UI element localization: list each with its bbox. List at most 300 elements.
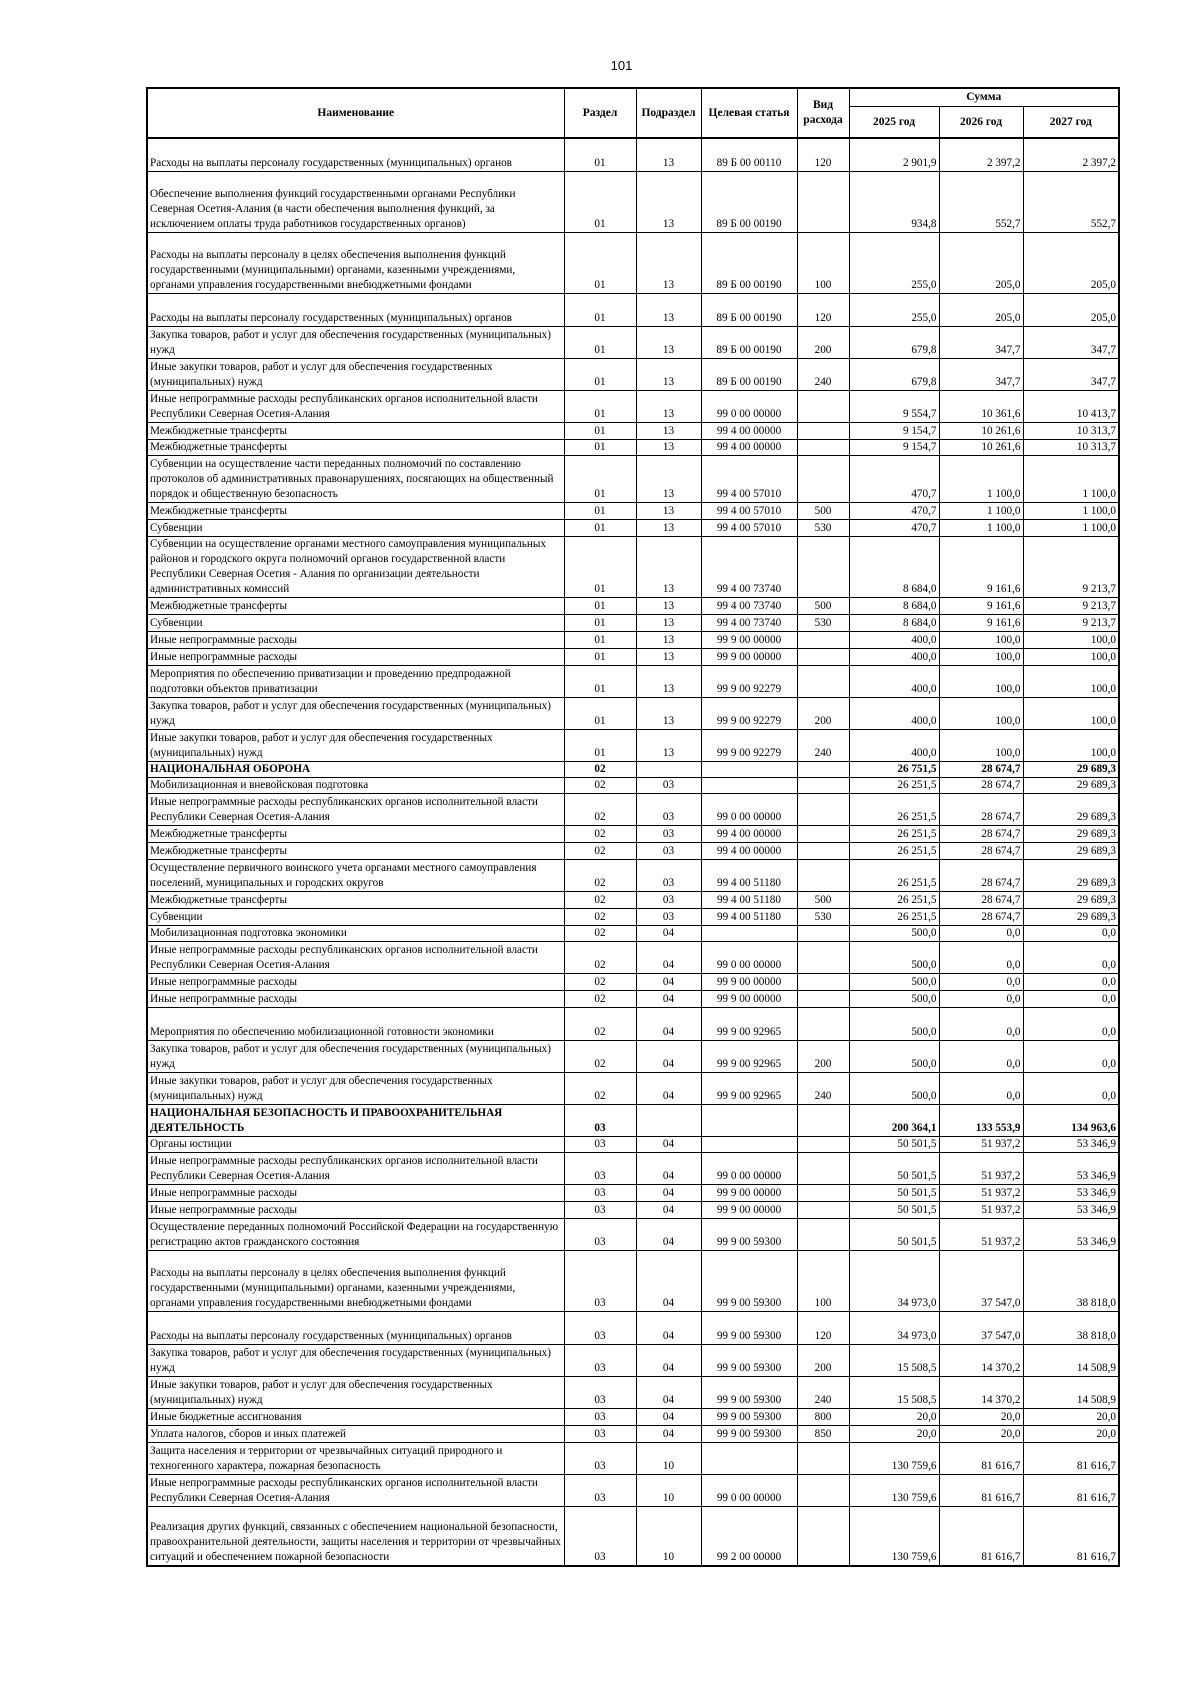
row-value-2026: 100,0 <box>939 649 1023 666</box>
row-section: 03 <box>564 1426 636 1443</box>
row-value-2026: 51 937,2 <box>939 1185 1023 1202</box>
row-section: 02 <box>564 1008 636 1041</box>
row-value-2025: 500,0 <box>849 974 939 991</box>
row-subsection: 03 <box>636 909 701 926</box>
table-row <box>147 926 1119 942</box>
table-row <box>147 762 1119 778</box>
row-expense-type: 200 <box>797 1041 849 1073</box>
row-section: 02 <box>564 909 636 926</box>
table-row <box>147 1377 1119 1409</box>
row-subsection: 04 <box>636 1008 701 1041</box>
row-value-2026: 51 937,2 <box>939 1137 1023 1153</box>
row-expense-type <box>797 1475 849 1507</box>
row-section: 02 <box>564 942 636 974</box>
row-target: 99 9 00 00000 <box>701 1202 797 1219</box>
row-section: 03 <box>564 1345 636 1377</box>
table-row <box>147 730 1119 762</box>
row-section: 02 <box>564 794 636 826</box>
row-expense-type: 850 <box>797 1426 849 1443</box>
row-value-2025: 26 251,5 <box>849 778 939 794</box>
row-expense-type <box>797 1202 849 1219</box>
row-value-2026: 552,7 <box>939 172 1023 233</box>
row-section: 03 <box>564 1507 636 1567</box>
row-value-2027: 0,0 <box>1023 926 1119 942</box>
row-section: 01 <box>564 359 636 391</box>
row-subsection: 10 <box>636 1475 701 1507</box>
row-expense-type: 200 <box>797 698 849 730</box>
row-subsection: 13 <box>636 503 701 520</box>
row-target: 99 9 00 92279 <box>701 666 797 698</box>
table-row <box>147 456 1119 503</box>
row-name: Расходы на выплаты персоналу государственных (муниципальных) органов <box>147 1312 564 1345</box>
row-target <box>701 926 797 942</box>
row-value-2026: 81 616,7 <box>939 1443 1023 1475</box>
row-subsection: 10 <box>636 1507 701 1567</box>
row-value-2027: 100,0 <box>1023 632 1119 649</box>
row-subsection: 04 <box>636 1185 701 1202</box>
table-row <box>147 598 1119 615</box>
row-target: 99 9 00 92965 <box>701 1073 797 1105</box>
row-section: 03 <box>564 1153 636 1185</box>
row-value-2027: 9 213,7 <box>1023 537 1119 598</box>
table-row <box>147 1185 1119 1202</box>
row-section: 03 <box>564 1409 636 1426</box>
row-target: 99 4 00 00000 <box>701 826 797 843</box>
row-value-2026: 20,0 <box>939 1409 1023 1426</box>
row-expense-type <box>797 1219 849 1251</box>
row-subsection: 13 <box>636 440 701 456</box>
row-value-2026: 100,0 <box>939 730 1023 762</box>
table-header <box>147 88 1119 138</box>
table-row <box>147 1153 1119 1185</box>
table-row <box>147 1105 1119 1137</box>
row-name: Осуществление переданных полномочий Российской Федерации на государственную регистрацию актов гражданского состояния <box>147 1219 564 1251</box>
table-row <box>147 172 1119 233</box>
row-value-2026: 14 370,2 <box>939 1377 1023 1409</box>
row-value-2026: 205,0 <box>939 294 1023 327</box>
row-name: Мероприятия по обеспечению мобилизационной готовности экономики <box>147 1008 564 1041</box>
row-expense-type: 200 <box>797 327 849 359</box>
table-row <box>147 1409 1119 1426</box>
row-expense-type: 120 <box>797 294 849 327</box>
row-subsection: 13 <box>636 391 701 423</box>
row-subsection: 04 <box>636 1219 701 1251</box>
table-row <box>147 860 1119 892</box>
row-target <box>701 1137 797 1153</box>
row-name: Иные закупки товаров, работ и услуг для обеспечения государственных (муниципальных) нужд <box>147 730 564 762</box>
row-value-2025: 934,8 <box>849 172 939 233</box>
row-value-2025: 50 501,5 <box>849 1137 939 1153</box>
row-name: Субвенции на осуществление части переданных полномочий по составлению протоколов об административных правонарушениях, посягающих на общественный порядок и общественную безопасность <box>147 456 564 503</box>
row-target: 99 9 00 59300 <box>701 1409 797 1426</box>
row-value-2027: 53 346,9 <box>1023 1137 1119 1153</box>
table-row <box>147 1312 1119 1345</box>
row-value-2026: 100,0 <box>939 698 1023 730</box>
header-section: Раздел <box>564 88 636 138</box>
row-value-2026: 37 547,0 <box>939 1251 1023 1312</box>
row-value-2027: 81 616,7 <box>1023 1507 1119 1567</box>
row-value-2025: 9 154,7 <box>849 440 939 456</box>
table-row <box>147 233 1119 294</box>
row-value-2027: 1 100,0 <box>1023 456 1119 503</box>
row-value-2026: 10 361,6 <box>939 391 1023 423</box>
row-value-2026: 14 370,2 <box>939 1345 1023 1377</box>
row-expense-type: 100 <box>797 1251 849 1312</box>
row-subsection: 04 <box>636 942 701 974</box>
row-name: Закупка товаров, работ и услуг для обеспечения государственных (муниципальных) нужд <box>147 698 564 730</box>
header-year-2026: 2026 год <box>939 107 1023 139</box>
table-row <box>147 991 1119 1008</box>
row-section: 02 <box>564 991 636 1008</box>
row-target: 99 9 00 59300 <box>701 1312 797 1345</box>
row-value-2027: 10 313,7 <box>1023 423 1119 440</box>
row-value-2026: 0,0 <box>939 926 1023 942</box>
row-name: Мобилизационная подготовка экономики <box>147 926 564 942</box>
row-subsection: 03 <box>636 843 701 860</box>
row-expense-type <box>797 666 849 698</box>
row-expense-type: 120 <box>797 1312 849 1345</box>
row-value-2025: 20,0 <box>849 1409 939 1426</box>
header-name: Наименование <box>147 88 564 138</box>
row-expense-type: 200 <box>797 1345 849 1377</box>
table-row <box>147 440 1119 456</box>
row-section: 01 <box>564 327 636 359</box>
row-value-2026: 0,0 <box>939 991 1023 1008</box>
row-subsection: 13 <box>636 615 701 632</box>
row-expense-type <box>797 537 849 598</box>
row-section: 02 <box>564 843 636 860</box>
row-expense-type <box>797 1008 849 1041</box>
row-section: 03 <box>564 1202 636 1219</box>
row-expense-type <box>797 860 849 892</box>
row-section: 01 <box>564 172 636 233</box>
table-row <box>147 1345 1119 1377</box>
row-value-2026: 28 674,7 <box>939 826 1023 843</box>
row-name: Закупка товаров, работ и услуг для обеспечения государственных (муниципальных) нужд <box>147 327 564 359</box>
row-value-2027: 29 689,3 <box>1023 909 1119 926</box>
row-value-2027: 81 616,7 <box>1023 1475 1119 1507</box>
row-value-2026: 1 100,0 <box>939 456 1023 503</box>
row-subsection: 13 <box>636 456 701 503</box>
table-row <box>147 698 1119 730</box>
row-value-2026: 81 616,7 <box>939 1475 1023 1507</box>
row-name: Межбюджетные трансферты <box>147 892 564 909</box>
row-name: Расходы на выплаты персоналу государственных (муниципальных) органов <box>147 138 564 172</box>
row-value-2027: 205,0 <box>1023 294 1119 327</box>
row-subsection: 13 <box>636 537 701 598</box>
row-section: 01 <box>564 537 636 598</box>
row-value-2025: 50 501,5 <box>849 1185 939 1202</box>
row-value-2027: 0,0 <box>1023 1073 1119 1105</box>
row-value-2025: 50 501,5 <box>849 1202 939 1219</box>
row-section: 01 <box>564 666 636 698</box>
header-expense-type: Вид расхода <box>797 88 849 138</box>
table-row <box>147 843 1119 860</box>
row-value-2027: 29 689,3 <box>1023 892 1119 909</box>
row-target: 99 9 00 92965 <box>701 1041 797 1073</box>
row-section: 02 <box>564 826 636 843</box>
row-value-2027: 53 346,9 <box>1023 1219 1119 1251</box>
table-row <box>147 666 1119 698</box>
row-name: Субвенции <box>147 520 564 537</box>
row-value-2026: 51 937,2 <box>939 1153 1023 1185</box>
row-value-2027: 1 100,0 <box>1023 503 1119 520</box>
row-subsection: 04 <box>636 1345 701 1377</box>
row-target: 99 4 00 51180 <box>701 892 797 909</box>
row-name: Иные непрограммные расходы <box>147 1185 564 1202</box>
row-value-2025: 255,0 <box>849 294 939 327</box>
row-value-2026: 0,0 <box>939 1008 1023 1041</box>
row-value-2026: 10 261,6 <box>939 423 1023 440</box>
row-expense-type <box>797 1507 849 1567</box>
row-value-2026: 100,0 <box>939 632 1023 649</box>
row-name: Межбюджетные трансферты <box>147 423 564 440</box>
row-section: 03 <box>564 1105 636 1137</box>
row-target: 89 Б 00 00190 <box>701 172 797 233</box>
row-name: Иные непрограммные расходы республиканских органов исполнительной власти Республики Северная Осетия-Алания <box>147 391 564 423</box>
row-value-2026: 347,7 <box>939 327 1023 359</box>
row-target: 99 9 00 59300 <box>701 1345 797 1377</box>
row-name: Уплата налогов, сборов и иных платежей <box>147 1426 564 1443</box>
row-section: 01 <box>564 730 636 762</box>
row-name: Межбюджетные трансферты <box>147 598 564 615</box>
row-subsection <box>636 1105 701 1137</box>
row-value-2027: 29 689,3 <box>1023 794 1119 826</box>
row-section: 02 <box>564 762 636 778</box>
row-expense-type <box>797 1137 849 1153</box>
row-value-2027: 29 689,3 <box>1023 826 1119 843</box>
row-name: Иные непрограммные расходы республиканских органов исполнительной власти Республики Северная Осетия-Алания <box>147 794 564 826</box>
row-value-2027: 53 346,9 <box>1023 1202 1119 1219</box>
row-section: 01 <box>564 520 636 537</box>
table-row <box>147 778 1119 794</box>
row-value-2027: 552,7 <box>1023 172 1119 233</box>
row-subsection: 13 <box>636 520 701 537</box>
table-row <box>147 138 1119 172</box>
row-name: Осуществление первичного воинского учета органами местного самоуправления поселений, муниципальных и городских округов <box>147 860 564 892</box>
row-target: 99 0 00 00000 <box>701 1475 797 1507</box>
row-subsection: 04 <box>636 1041 701 1073</box>
row-value-2026: 9 161,6 <box>939 598 1023 615</box>
row-name: Обеспечение выполнения функций государственными органами Республики Северная Осетия-Алания (в части обеспечения выполнения функций, за исключением оплаты труда работников государственных органов) <box>147 172 564 233</box>
row-subsection: 04 <box>636 974 701 991</box>
row-name: Субвенции <box>147 615 564 632</box>
row-expense-type <box>797 762 849 778</box>
row-value-2027: 1 100,0 <box>1023 520 1119 537</box>
row-section: 01 <box>564 423 636 440</box>
row-section: 01 <box>564 598 636 615</box>
row-expense-type <box>797 391 849 423</box>
row-expense-type <box>797 1185 849 1202</box>
row-name: Расходы на выплаты персоналу государственных (муниципальных) органов <box>147 294 564 327</box>
row-value-2027: 0,0 <box>1023 974 1119 991</box>
row-value-2027: 10 313,7 <box>1023 440 1119 456</box>
row-value-2026: 28 674,7 <box>939 778 1023 794</box>
row-name: Иные закупки товаров, работ и услуг для обеспечения государственных (муниципальных) нужд <box>147 1073 564 1105</box>
row-expense-type: 800 <box>797 1409 849 1426</box>
row-value-2026: 0,0 <box>939 1073 1023 1105</box>
row-value-2027: 347,7 <box>1023 359 1119 391</box>
row-value-2027: 29 689,3 <box>1023 778 1119 794</box>
row-subsection: 13 <box>636 233 701 294</box>
row-value-2026: 9 161,6 <box>939 615 1023 632</box>
row-section: 03 <box>564 1185 636 1202</box>
row-value-2026: 2 397,2 <box>939 138 1023 172</box>
row-expense-type <box>797 942 849 974</box>
row-value-2027: 14 508,9 <box>1023 1345 1119 1377</box>
row-value-2025: 26 251,5 <box>849 843 939 860</box>
row-value-2026: 0,0 <box>939 942 1023 974</box>
row-target: 99 0 00 00000 <box>701 391 797 423</box>
row-target: 99 4 00 57010 <box>701 456 797 503</box>
row-value-2025: 470,7 <box>849 503 939 520</box>
row-target: 99 4 00 57010 <box>701 503 797 520</box>
row-expense-type <box>797 1153 849 1185</box>
row-name: Расходы на выплаты персоналу в целях обеспечения выполнения функций государственными (муниципальными) органами, казенными учреждениями, органами управления государственными внебюджетными фондами <box>147 1251 564 1312</box>
row-section: 03 <box>564 1475 636 1507</box>
row-subsection: 04 <box>636 991 701 1008</box>
row-target <box>701 762 797 778</box>
header-year-2025: 2025 год <box>849 107 939 139</box>
row-value-2025: 500,0 <box>849 1073 939 1105</box>
row-section: 01 <box>564 615 636 632</box>
row-name: НАЦИОНАЛЬНАЯ ОБОРОНА <box>147 762 564 778</box>
row-value-2025: 15 508,5 <box>849 1377 939 1409</box>
table-row <box>147 423 1119 440</box>
row-expense-type <box>797 456 849 503</box>
row-expense-type <box>797 991 849 1008</box>
row-name: Защита населения и территории от чрезвычайных ситуаций природного и техногенного характера, пожарная безопасность <box>147 1443 564 1475</box>
row-name: Расходы на выплаты персоналу в целях обеспечения выполнения функций государственными (муниципальными) органами, казенными учреждениями, органами управления государственными внебюджетными фондами <box>147 233 564 294</box>
row-name: Субвенции <box>147 909 564 926</box>
row-value-2027: 29 689,3 <box>1023 860 1119 892</box>
row-value-2026: 51 937,2 <box>939 1219 1023 1251</box>
row-section: 02 <box>564 892 636 909</box>
row-subsection: 04 <box>636 1153 701 1185</box>
row-value-2026: 28 674,7 <box>939 762 1023 778</box>
row-name: Иные непрограммные расходы республиканских органов исполнительной власти Республики Северная Осетия-Алания <box>147 1475 564 1507</box>
row-value-2025: 255,0 <box>849 233 939 294</box>
row-section: 02 <box>564 926 636 942</box>
row-section: 02 <box>564 1041 636 1073</box>
row-section: 02 <box>564 860 636 892</box>
row-value-2027: 0,0 <box>1023 1041 1119 1073</box>
row-subsection: 04 <box>636 1137 701 1153</box>
row-expense-type <box>797 826 849 843</box>
row-target: 99 0 00 00000 <box>701 794 797 826</box>
header-sum: Сумма <box>849 88 1119 107</box>
row-value-2025: 20,0 <box>849 1426 939 1443</box>
table-row <box>147 1008 1119 1041</box>
row-value-2025: 400,0 <box>849 730 939 762</box>
row-subsection: 13 <box>636 423 701 440</box>
row-value-2026: 0,0 <box>939 1041 1023 1073</box>
row-value-2025: 470,7 <box>849 456 939 503</box>
row-subsection: 10 <box>636 1443 701 1475</box>
row-value-2025: 130 759,6 <box>849 1475 939 1507</box>
row-name: Межбюджетные трансферты <box>147 503 564 520</box>
row-target: 89 Б 00 00190 <box>701 233 797 294</box>
row-value-2025: 400,0 <box>849 632 939 649</box>
row-section: 01 <box>564 440 636 456</box>
table-row <box>147 1426 1119 1443</box>
row-section: 03 <box>564 1377 636 1409</box>
row-value-2027: 20,0 <box>1023 1426 1119 1443</box>
row-value-2027: 0,0 <box>1023 942 1119 974</box>
row-value-2025: 8 684,0 <box>849 537 939 598</box>
row-target: 99 9 00 00000 <box>701 1185 797 1202</box>
row-value-2025: 8 684,0 <box>849 615 939 632</box>
table-row <box>147 1041 1119 1073</box>
row-value-2025: 26 751,5 <box>849 762 939 778</box>
row-value-2026: 9 161,6 <box>939 537 1023 598</box>
row-value-2026: 81 616,7 <box>939 1507 1023 1567</box>
row-expense-type <box>797 440 849 456</box>
row-subsection: 03 <box>636 860 701 892</box>
header-subsection: Подраздел <box>636 88 701 138</box>
row-value-2026: 0,0 <box>939 974 1023 991</box>
row-value-2025: 2 901,9 <box>849 138 939 172</box>
row-value-2027: 100,0 <box>1023 698 1119 730</box>
row-value-2027: 10 413,7 <box>1023 391 1119 423</box>
row-value-2025: 679,8 <box>849 359 939 391</box>
row-target: 99 4 00 00000 <box>701 843 797 860</box>
row-target: 99 4 00 73740 <box>701 537 797 598</box>
row-value-2026: 1 100,0 <box>939 503 1023 520</box>
table-row <box>147 391 1119 423</box>
row-expense-type <box>797 423 849 440</box>
row-name: Иные непрограммные расходы <box>147 991 564 1008</box>
row-target: 99 0 00 00000 <box>701 1153 797 1185</box>
row-value-2025: 200 364,1 <box>849 1105 939 1137</box>
table-row <box>147 1251 1119 1312</box>
row-value-2025: 26 251,5 <box>849 860 939 892</box>
page-number: 101 <box>610 58 633 73</box>
row-value-2027: 9 213,7 <box>1023 615 1119 632</box>
row-subsection: 04 <box>636 1251 701 1312</box>
row-expense-type: 500 <box>797 503 849 520</box>
row-target: 99 9 00 92965 <box>701 1008 797 1041</box>
row-subsection: 13 <box>636 698 701 730</box>
row-value-2027: 53 346,9 <box>1023 1153 1119 1185</box>
row-target: 99 4 00 73740 <box>701 615 797 632</box>
row-value-2027: 81 616,7 <box>1023 1443 1119 1475</box>
row-name: Мероприятия по обеспечению приватизации и проведению предпродажной подготовки объектов приватизации <box>147 666 564 698</box>
row-subsection: 13 <box>636 730 701 762</box>
row-target: 99 9 00 59300 <box>701 1219 797 1251</box>
row-expense-type <box>797 794 849 826</box>
row-target: 99 4 00 00000 <box>701 423 797 440</box>
row-subsection: 13 <box>636 172 701 233</box>
row-value-2025: 130 759,6 <box>849 1443 939 1475</box>
table-row <box>147 615 1119 632</box>
row-value-2027: 0,0 <box>1023 991 1119 1008</box>
row-section: 01 <box>564 294 636 327</box>
row-name: Межбюджетные трансферты <box>147 440 564 456</box>
row-value-2027: 2 397,2 <box>1023 138 1119 172</box>
row-value-2025: 400,0 <box>849 698 939 730</box>
row-value-2025: 500,0 <box>849 1041 939 1073</box>
row-expense-type <box>797 843 849 860</box>
row-subsection: 04 <box>636 1409 701 1426</box>
row-value-2025: 15 508,5 <box>849 1345 939 1377</box>
table-row <box>147 826 1119 843</box>
row-expense-type: 120 <box>797 138 849 172</box>
row-value-2025: 500,0 <box>849 942 939 974</box>
table-row <box>147 1475 1119 1507</box>
row-value-2026: 28 674,7 <box>939 860 1023 892</box>
row-section: 02 <box>564 1073 636 1105</box>
